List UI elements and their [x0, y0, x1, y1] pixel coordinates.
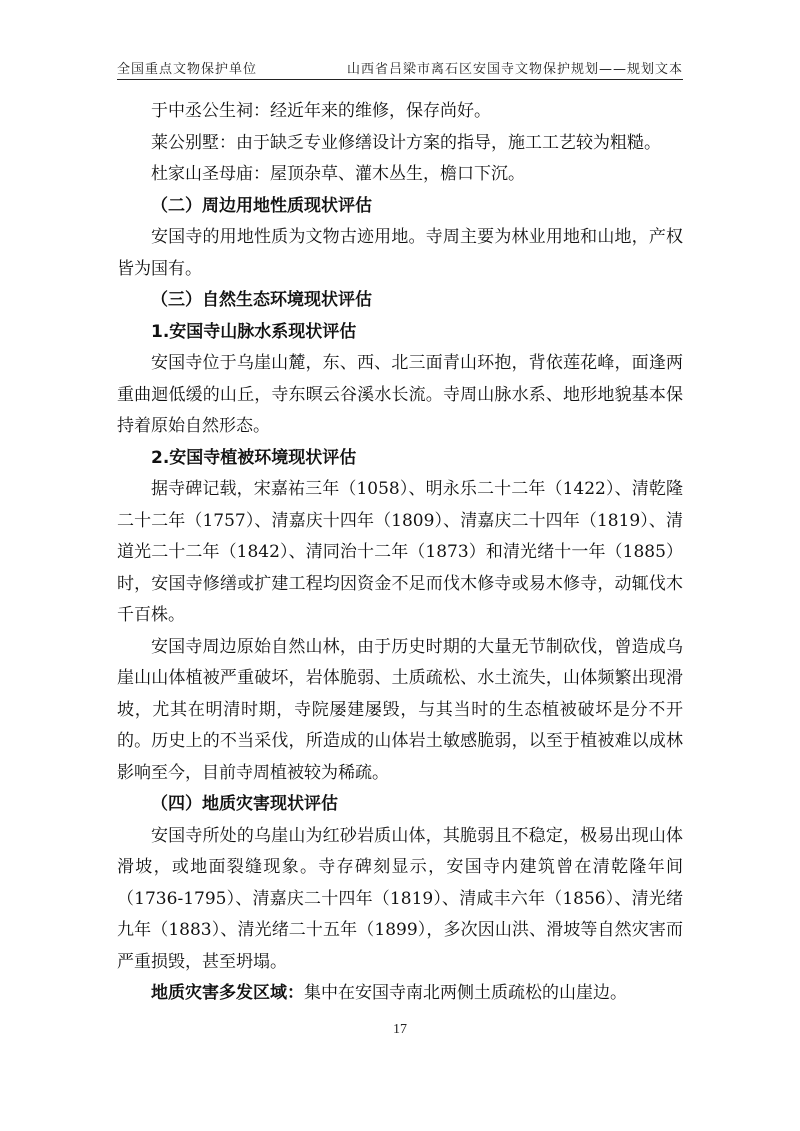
section-heading: （四）地质灾害现状评估 [151, 794, 338, 814]
section-heading: （二）周边用地性质现状评估 [151, 195, 372, 216]
header-right-text: 山西省吕梁市离石区安国寺文物保护规划——规划文本 [346, 62, 683, 77]
header-left-text: 全国重点文物保护单位 [117, 62, 258, 77]
paragraph: 安国寺周边原始自然山林，由于历史时期的大量无节制砍伐，曾造成乌崖山山体植被严重破坏，岩体脆弱、土质疏松、水土流失，山体频繁出现滑坡，尤其在明清时期，寺院屡建屡毁，与其当时的生态植被破坏是分不开的。历史上的不当采伐，所造成的山体岩土敏感脆弱，以至于植被难以成林影响至今，目前寺周植被较为稀疏。 [117, 636, 683, 783]
paragraph: 安国寺所处的乌崖山为红砂岩质山体，其脆弱且不稳定，极易出现山体滑坡，或地面裂缝现象。寺存碑刻显示，安国寺内建筑曾在清乾隆年间（1736-1795）、清嘉庆二十四年（1819）、清咸丰六年（1856）、清光绪九年（1883）、清光绪二十五年（1899），多次因山洪、滑坡等自然灾害而严重损毁，甚至坍塌。 [117, 825, 683, 972]
paragraph-text: 集中在安国寺南北两侧土质疏松的山崖边。 [304, 983, 627, 1003]
paragraph-lead-label: 地质灾害多发区域： [151, 983, 304, 1003]
subsection-heading: 2.安国寺植被环境现状评估 [151, 447, 357, 468]
paragraph: 安国寺的用地性质为文物古迹用地。寺周主要为林业用地和山地，产权皆为国有。 [117, 227, 683, 279]
paragraph: 杜家山圣母庙：屋顶杂草、灌木丛生，檐口下沉。 [151, 164, 525, 184]
document-body [117, 96, 683, 1010]
paragraph: 据寺碑记载，宋嘉祐三年（1058）、明永乐二十二年（1422）、清乾隆二十二年（1757）、清嘉庆十四年（1809）、清嘉庆二十四年（1819）、清道光二十二年（1842）、清同治十二年（1873）和清光绪十一年（1885）时，安国寺修缮或扩建工程均因资金不足而伐木修寺或易木修寺，动辄伐木千百株。 [117, 479, 683, 625]
paragraph [117, 978, 683, 1010]
section-heading: （三）自然生态环境现状评估 [151, 290, 372, 310]
paragraph: 莱公别墅：由于缺乏专业修缮设计方案的指导，施工工艺较为粗糙。 [151, 132, 661, 153]
paragraph: 于中丞公生祠：经近年来的维修，保存尚好。 [151, 101, 491, 121]
page-number: 17 [393, 1022, 407, 1037]
paragraph: 安国寺位于乌崖山麓，东、西、北三面青山环抱，背依莲花峰，面逢两重曲迴低缓的山丘，寺东暝云谷溪水长流。寺周山脉水系、地形地貌基本保持着原始自然形态。 [117, 353, 683, 436]
subsection-heading: 1.安国寺山脉水系现状评估 [151, 321, 357, 342]
page-header [117, 55, 683, 80]
